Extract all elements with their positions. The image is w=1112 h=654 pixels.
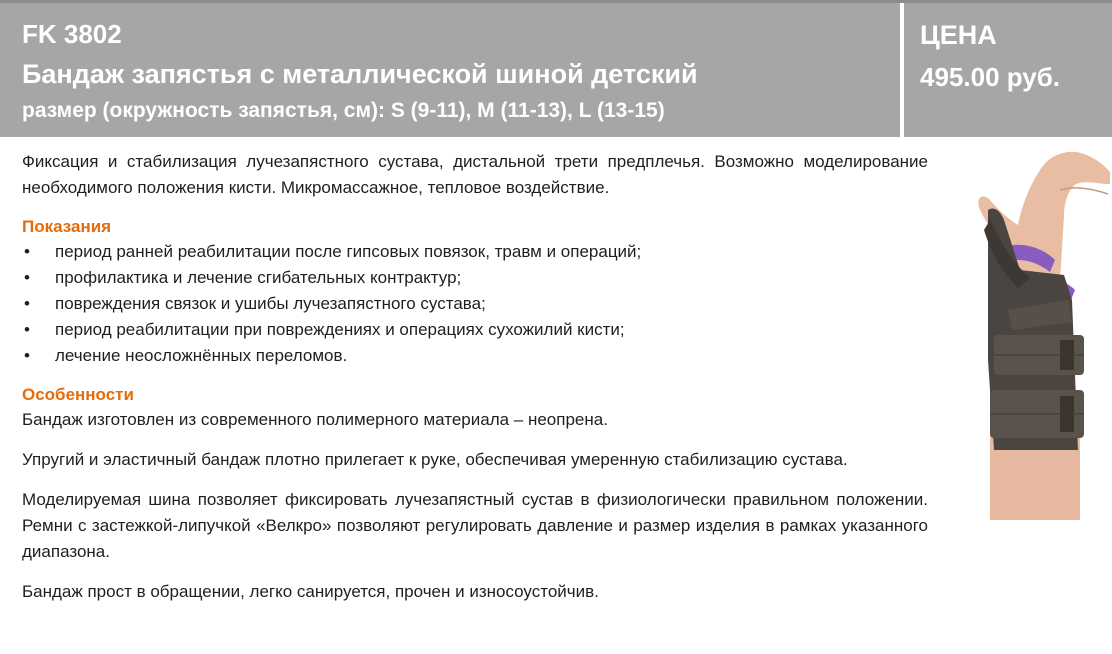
indications-list [22, 239, 928, 369]
wrist-brace-photo [960, 150, 1110, 520]
features-paragraph: Бандаж изготовлен из современного полимерного материала – неопрена. [22, 410, 608, 429]
product-code: FK 3802 [22, 19, 122, 49]
list-item: • период реабилитации при повреждениях и операциях сухожилий кисти; [22, 317, 928, 343]
product-description [22, 149, 928, 605]
price-value: 495.00 руб. [920, 62, 1061, 92]
description-text: Фиксация и стабилизация лучезапястного сустава, дистальной трети предплечья. Возможно моделирование необходимого положения кисти. Микромассажное, тепловое воздействие. [22, 152, 928, 197]
list-item: • повреждения связок и ушибы лучезапястного сустава; [22, 291, 928, 317]
features-title: Особенности [22, 385, 134, 404]
indications-title: Показания [22, 217, 112, 236]
product-title: Бандаж запястья с металлической шиной детский [22, 59, 698, 89]
features-paragraph: Упругий и эластичный бандаж плотно прилегает к руке, обеспечивая умеренную стабилизацию сустава. [22, 450, 848, 469]
price-label: ЦЕНА [920, 20, 997, 50]
product-header [0, 0, 1112, 137]
header-divider [900, 3, 904, 137]
list-item: • период ранней реабилитации после гипсовых повязок, травм и операций; [22, 239, 928, 265]
list-item: • лечение неосложнённых переломов. [22, 343, 928, 369]
list-item: • профилактика и лечение сгибательных контрактур; [22, 265, 928, 291]
product-sizes: размер (окружность запястья, см): S (9-11), M (11-13), L (13-15) [22, 99, 665, 122]
price-box [920, 17, 1105, 95]
header-info [22, 17, 892, 126]
features-paragraph: Бандаж прост в обращении, легко санируется, прочен и износоустойчив. [22, 582, 599, 601]
features-paragraph: Моделируемая шина позволяет фиксировать лучезапястный сустав в физиологически правильном положении. Ремни с застежкой-липучкой «Велкро» позволяют регулировать давление и размер изделия в рамках указанного диапазона. [22, 490, 928, 561]
